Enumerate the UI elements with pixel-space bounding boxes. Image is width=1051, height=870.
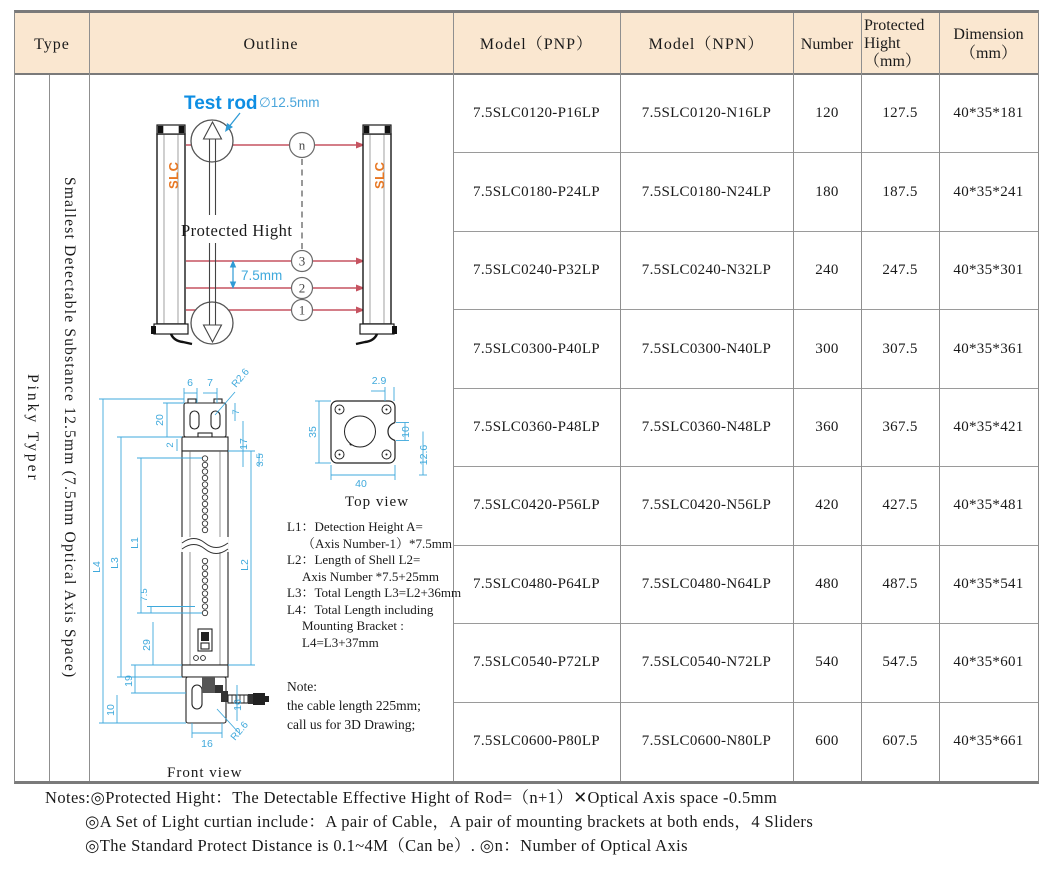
cell-model-pnp: 7.5SLC0180-P24LP <box>473 183 600 200</box>
type-label-secondary: Smallest Detectable Substance 12.5mm (7.5mm Optical Axis Space) <box>61 177 78 679</box>
cell-model-pnp: 7.5SLC0120-P16LP <box>473 105 600 122</box>
test-rod-leader <box>225 113 240 132</box>
cell-protected-hight: 307.5 <box>882 340 918 357</box>
notes-line-1: Notes:◎Protected Hight：The Detectable Effective Hight of Rod=（n+1）✕Optical Axis space -0.5mm <box>45 788 778 807</box>
svg-text:R2.6: R2.6 <box>229 366 252 390</box>
front-view <box>182 399 270 723</box>
bar-logo: SLC <box>372 161 387 189</box>
cell-model-npn: 7.5SLC0360-N48LP <box>641 418 772 435</box>
svg-text:7: 7 <box>231 409 242 415</box>
cell-model-npn: 7.5SLC0180-N24LP <box>641 183 772 200</box>
legend-line: Axis Number *7.5+25mm <box>302 568 439 584</box>
legend-line: L2：Length of Shell L2= <box>287 552 421 567</box>
svg-text:6: 6 <box>187 377 193 389</box>
footer-notes <box>45 786 1040 858</box>
cell-model-pnp: 7.5SLC0420-P56LP <box>473 497 600 514</box>
cell-protected-hight: 607.5 <box>882 733 918 750</box>
cell-model-npn: 7.5SLC0600-N80LP <box>641 733 772 750</box>
cell-number: 420 <box>815 497 839 514</box>
cell-protected-hight: 367.5 <box>882 418 918 435</box>
cell-protected-hight: 427.5 <box>882 497 918 514</box>
cell-model-pnp: 7.5SLC0240-P32LP <box>473 262 600 279</box>
outline-diagram <box>89 75 453 781</box>
top-view <box>331 401 396 463</box>
axis-pitch-dim <box>230 260 236 289</box>
table-row <box>453 467 1038 545</box>
table-row <box>453 232 1038 310</box>
cell-model-pnp: 7.5SLC0480-P64LP <box>473 575 600 592</box>
cell-number: 300 <box>815 340 839 357</box>
bar-logo: SLC <box>166 161 181 189</box>
cell-model-pnp: 7.5SLC0600-P80LP <box>473 733 600 750</box>
svg-text:17: 17 <box>238 438 250 450</box>
right-curtain-bar <box>356 125 397 344</box>
cell-dimension: 40*35*181 <box>953 105 1024 122</box>
header-model-pnp: Model（PNP） <box>479 35 594 53</box>
axis-label-1: 1 <box>298 302 306 318</box>
legend-line: L1：Detection Height A= <box>287 519 423 534</box>
note-line: Note: <box>287 679 317 694</box>
svg-text:2.9: 2.9 <box>371 375 387 387</box>
cell-model-pnp: 7.5SLC0300-P40LP <box>473 340 600 357</box>
cell-model-npn: 7.5SLC0420-N56LP <box>641 497 772 514</box>
axis-label-n: n <box>298 137 306 153</box>
svg-text:R2.6: R2.6 <box>228 719 251 743</box>
cell-model-npn: 7.5SLC0540-N72LP <box>641 654 772 671</box>
header-outline: Outline <box>243 35 299 53</box>
axis-label-3: 3 <box>298 253 306 269</box>
cell-number: 180 <box>815 183 839 200</box>
svg-text:L3: L3 <box>109 557 121 569</box>
note-line: the cable length 225mm; <box>287 698 421 713</box>
cell-dimension: 40*35*601 <box>953 654 1024 671</box>
grid-line <box>49 75 50 781</box>
optical-axis-circles <box>290 133 315 321</box>
header-model-npn: Model（NPN） <box>648 35 765 53</box>
cable-note <box>287 677 457 734</box>
table-row <box>453 624 1038 702</box>
legend-line: L4=L3+37mm <box>302 634 379 650</box>
type-label-primary: Pinky Typer <box>24 373 41 483</box>
svg-text:L2: L2 <box>239 559 251 571</box>
cell-dimension: 40*35*241 <box>953 183 1024 200</box>
header-number: Number <box>800 35 854 53</box>
cell-protected-hight: 547.5 <box>882 654 918 671</box>
cell-dimension: 40*35*301 <box>953 262 1024 279</box>
cell-protected-hight: 487.5 <box>882 575 918 592</box>
axis-pitch-label: 7.5mm <box>241 268 283 283</box>
legend-line: L3：Total Length L3=L2+36mm <box>287 585 462 600</box>
svg-text:40: 40 <box>355 478 367 490</box>
test-rod-label: Test rod <box>184 93 258 114</box>
table-row <box>453 75 1038 153</box>
legend-line: （Axis Number-1）*7.5mm <box>302 535 452 551</box>
legend-line: L4：Total Length including <box>287 601 434 617</box>
cell-dimension: 40*35*481 <box>953 497 1024 514</box>
cell-model-npn: 7.5SLC0240-N32LP <box>641 262 772 279</box>
header-type: Type <box>34 35 70 53</box>
cell-number: 600 <box>815 733 839 750</box>
protected-hight-label: Protected Hight <box>181 221 293 240</box>
cell-model-npn: 7.5SLC0120-N16LP <box>641 105 772 122</box>
table-row <box>453 389 1038 467</box>
svg-text:29: 29 <box>141 639 153 651</box>
header-protected-hight: Protected Hight（mm） <box>864 17 925 70</box>
cell-dimension: 40*35*361 <box>953 340 1024 357</box>
svg-text:16: 16 <box>232 699 244 711</box>
spec-table <box>14 10 1039 784</box>
cell-number: 240 <box>815 262 839 279</box>
legend-line: Mounting Bracket : <box>302 618 404 633</box>
table-row <box>453 310 1038 388</box>
axis-label-2: 2 <box>298 280 306 296</box>
note-line: call us for 3D Drawing; <box>287 717 416 732</box>
cell-model-pnp: 7.5SLC0540-P72LP <box>473 654 600 671</box>
svg-text:19: 19 <box>123 675 135 687</box>
grid-line <box>453 13 454 781</box>
cell-model-pnp: 7.5SLC0360-P48LP <box>473 418 600 435</box>
grid-line <box>620 13 621 781</box>
svg-text:16: 16 <box>201 738 213 750</box>
cell-model-npn: 7.5SLC0480-N64LP <box>641 575 772 592</box>
test-rod-diameter: ∅12.5mm <box>259 95 320 110</box>
cell-dimension: 40*35*541 <box>953 575 1024 592</box>
notes-line-2: ◎A Set of Light curtian include：A pair of Cable，A pair of mounting brackets at both ends，4 Sliders <box>85 812 814 831</box>
cell-model-npn: 7.5SLC0300-N40LP <box>641 340 772 357</box>
svg-text:7: 7 <box>207 377 213 389</box>
front-view-dim-labels <box>91 366 266 750</box>
svg-text:10: 10 <box>400 426 412 438</box>
svg-text:12.6: 12.6 <box>418 444 430 466</box>
cell-protected-hight: 127.5 <box>882 105 918 122</box>
cell-number: 480 <box>815 575 839 592</box>
grid-line <box>939 13 940 781</box>
notes-line-3: ◎The Standard Protect Distance is 0.1~4M（Can be）. ◎n：Number of Optical Axis <box>85 836 688 855</box>
svg-text:L1: L1 <box>129 537 141 549</box>
svg-text:3.5: 3.5 <box>255 453 266 467</box>
cell-dimension: 40*35*421 <box>953 418 1024 435</box>
svg-text:7.5: 7.5 <box>139 588 150 602</box>
svg-text:10: 10 <box>105 704 117 716</box>
front-view-label: Front view <box>167 765 243 781</box>
cell-number: 540 <box>815 654 839 671</box>
table-row <box>453 703 1038 781</box>
table-row <box>453 153 1038 231</box>
grid-line <box>793 13 794 781</box>
svg-text:35: 35 <box>307 426 319 438</box>
svg-text:L4: L4 <box>91 561 103 573</box>
svg-text:2: 2 <box>165 442 176 448</box>
svg-text:20: 20 <box>154 414 166 426</box>
table-row <box>453 546 1038 624</box>
cell-number: 120 <box>815 105 839 122</box>
cell-protected-hight: 247.5 <box>882 262 918 279</box>
length-formula-legend <box>287 519 473 651</box>
grid-line <box>861 13 862 781</box>
grid-line <box>89 13 90 781</box>
top-view-label: Top view <box>345 494 410 510</box>
cell-number: 360 <box>815 418 839 435</box>
header-dimension: Dimension（mm） <box>953 26 1024 62</box>
cell-dimension: 40*35*661 <box>953 733 1024 750</box>
cell-protected-hight: 187.5 <box>882 183 918 200</box>
notes-label: Notes: <box>45 788 91 807</box>
